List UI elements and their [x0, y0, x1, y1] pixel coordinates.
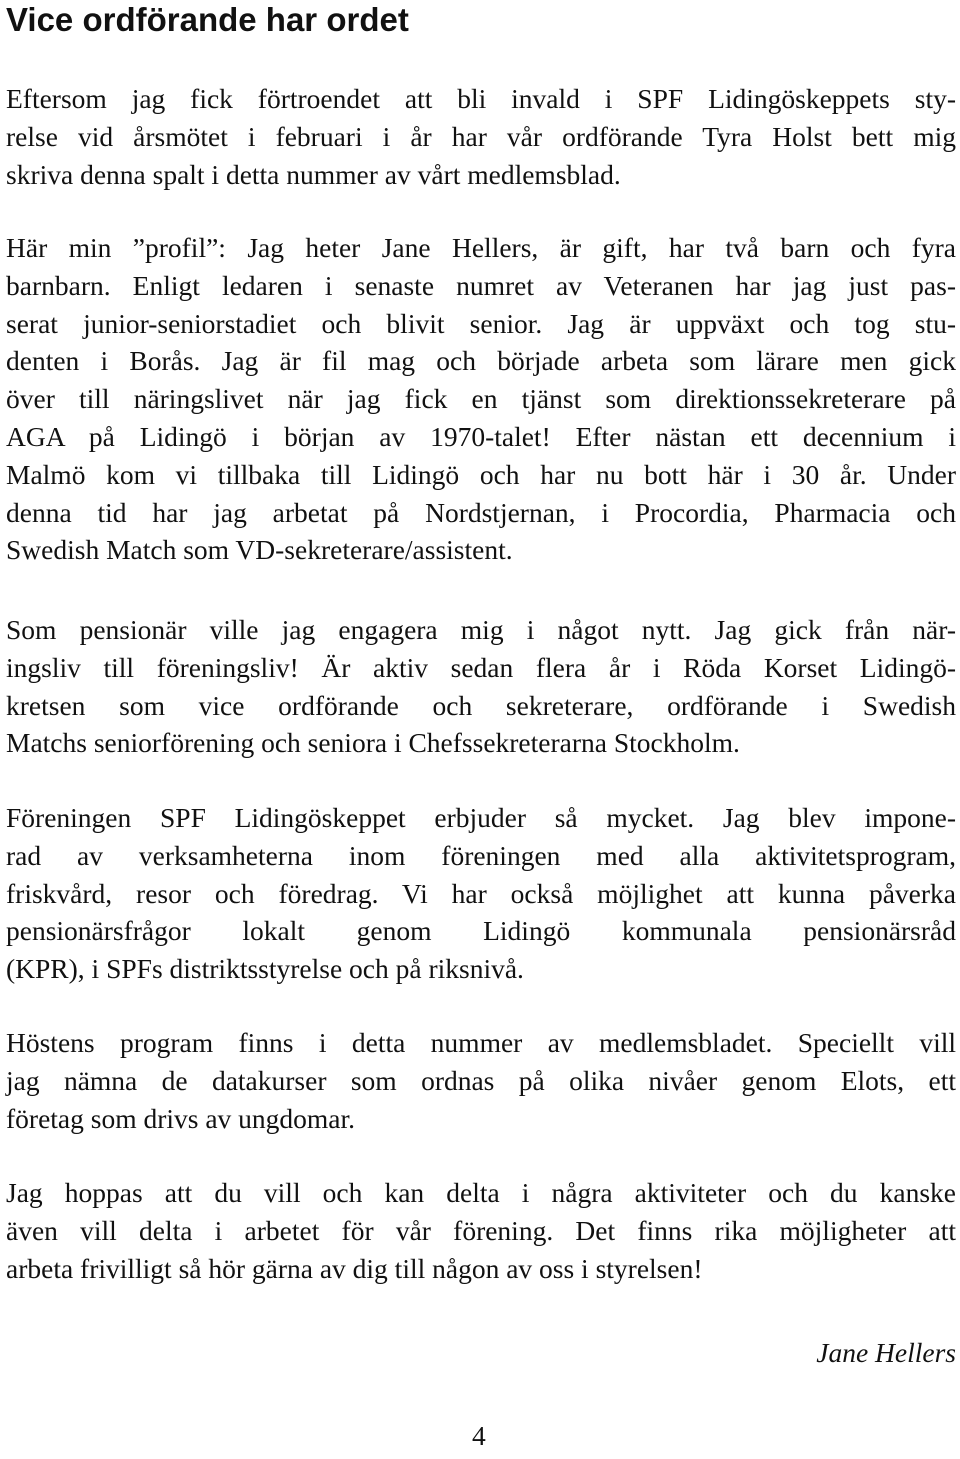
text-line: serat junior-seniorstadiet och blivit senior. Jag är uppväxt och tog stu-	[6, 307, 956, 339]
text-line: kretsen som vice ordförande och sekreterare, ordförande i Swedish	[6, 689, 956, 721]
text-line: (KPR), i SPFs distriktsstyrelse och på riksnivå.	[6, 953, 524, 985]
text-line: ingsliv till föreningsliv! Är aktiv sedan flera år i Röda Korset Lidingö-	[6, 651, 956, 683]
paragraph-program	[6, 1024, 956, 1137]
text-line: barnbarn. Enligt ledaren i senaste numret av Veteranen har jag just pas-	[6, 269, 956, 301]
text-line: Jag hoppas att du vill och kan delta i några aktiviteter och du kanske	[6, 1177, 956, 1208]
text-line: Eftersom jag fick förtroendet att bli invald i SPF Lidingöskeppets sty-	[6, 83, 956, 114]
text-line: rad av verksamheterna inom föreningen med alla aktivitetsprogram,	[6, 839, 956, 871]
text-line: denna tid har jag arbetat på Nordstjernan, i Procordia, Pharmacia och	[6, 496, 956, 528]
text-line: denten i Borås. Jag är fil mag och började arbeta som lärare men gick	[6, 345, 956, 377]
text-line: pensionärsfrågor lokalt genom Lidingö kommunala pensionärsråd	[6, 915, 956, 947]
text-line: Föreningen SPF Lidingöskeppet erbjuder så mycket. Jag blev impone-	[6, 802, 956, 833]
text-line: jag nämna de datakurser som ordnas på olika nivåer genom Elots, ett	[6, 1064, 956, 1096]
text-line: även vill delta i arbetet för vår förening. Det finns rika möjligheter att	[6, 1214, 956, 1246]
paragraph-intro	[6, 80, 956, 193]
paragraph-profile	[6, 229, 956, 569]
text-line: företag som drivs av ungdomar.	[6, 1102, 356, 1134]
text-line: Swedish Match som VD-sekreterare/assistent.	[6, 534, 513, 566]
text-line: över till näringslivet när jag fick en tjänst som direktionssekreterare på	[6, 383, 956, 415]
text-line: arbeta frivilligt så hör gärna av dig till någon av oss i styrelsen!	[6, 1252, 703, 1284]
text-line: Matchs seniorförening och seniora i Chefssekreterarna Stockholm.	[6, 727, 740, 759]
page-number: 4	[472, 1420, 486, 1451]
text-line: relse vid årsmötet i februari i år har vår ordförande Tyra Holst bett mig	[6, 120, 956, 152]
paragraph-pensioner	[6, 611, 956, 762]
text-line: Malmö kom vi tillbaka till Lidingö och har nu bott här i 30 år. Under	[6, 458, 956, 490]
text-line: AGA på Lidingö i början av 1970-talet! Efter nästan ett decennium i	[6, 420, 956, 452]
paragraph-closing	[6, 1174, 956, 1287]
paragraph-association	[6, 799, 956, 988]
text-line: Här min ”profil”: Jag heter Jane Hellers, är gift, har två barn och fyra	[6, 232, 956, 263]
text-line: skriva denna spalt i detta nummer av vårt medlemsblad.	[6, 158, 621, 190]
author-signature: Jane Hellers	[816, 1337, 956, 1368]
text-line: Höstens program finns i detta nummer av medlemsbladet. Speciellt vill	[6, 1027, 956, 1058]
text-line: friskvård, resor och föredrag. Vi har också möjlighet att kunna påverka	[6, 877, 956, 909]
text-line: Som pensionär ville jag engagera mig i något nytt. Jag gick från när-	[6, 614, 956, 645]
page-title: Vice ordförande har ordet	[6, 1, 409, 38]
